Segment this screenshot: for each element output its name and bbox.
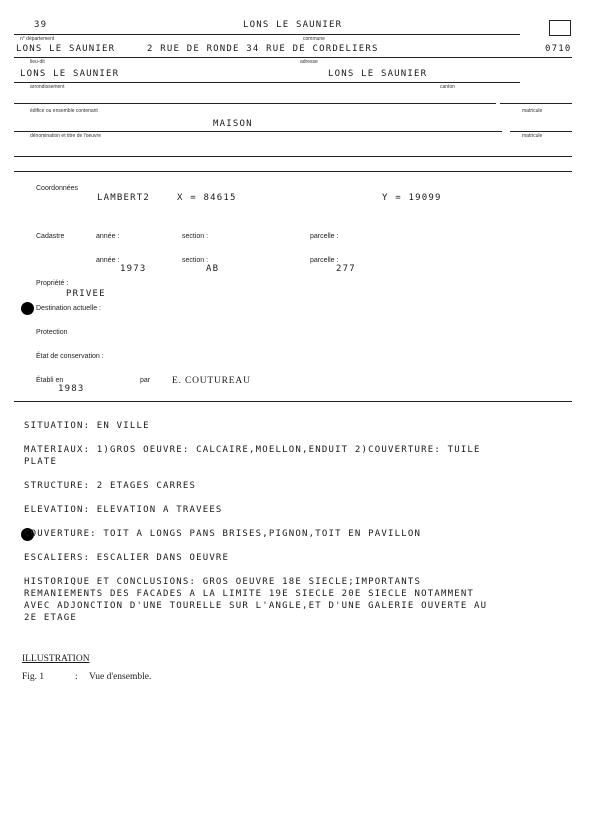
parcelle-label-2: parcelle : — [310, 257, 339, 264]
structure-line: STRUCTURE: 2 ETAGES CARRES — [24, 481, 197, 491]
arrondissement-value: LONS LE SAUNIER — [20, 69, 120, 79]
canton-label: canton — [440, 84, 456, 90]
destination-label: Destination actuelle : — [36, 305, 101, 312]
code-value: 0710 — [545, 44, 572, 54]
arrondissement-label: arrondissement — [30, 84, 65, 90]
annee-label-1: année : — [96, 233, 120, 240]
commune-label: commune — [303, 36, 325, 42]
fig-separator: : — [75, 672, 78, 682]
edifice-label: édifice ou ensemble contenant — [30, 108, 98, 114]
etabli-year: 1983 — [58, 384, 85, 394]
propriete-value: PRIVEE — [66, 289, 106, 299]
matricule-label-1: matricule — [522, 108, 543, 114]
punch-hole-1 — [21, 302, 34, 315]
rule-2 — [14, 57, 572, 58]
rule-3 — [14, 82, 520, 83]
rule-5 — [14, 131, 502, 132]
cadastre-label: Cadastre — [36, 233, 65, 240]
propriete-label: Propriété : — [36, 280, 69, 287]
adresse-value: 2 RUE DE RONDE 34 RUE DE CORDELIERS — [147, 44, 379, 54]
author-value: E. COUTUREAU — [172, 376, 251, 386]
lieu-dit-value: LONS LE SAUNIER — [16, 44, 116, 54]
historique-line-3: AVEC ADJONCTION D'UNE TOURELLE SUR L'ANGLE,ET D'UNE GALERIE OUVERTE AU — [24, 601, 488, 611]
departement-number: 39 — [34, 20, 48, 30]
rule-4 — [14, 103, 496, 104]
parcelle-label-1: parcelle : — [310, 233, 339, 240]
rule-1 — [14, 34, 520, 35]
coord-label: Coordonnées — [36, 185, 79, 192]
historique-line-1: HISTORIQUE ET CONCLUSIONS: GROS OEUVRE 18E SIECLE;IMPORTANTS — [24, 577, 422, 587]
lieu-dit-label: lieu-dit — [30, 59, 45, 65]
etabli-label: Établi en — [36, 377, 64, 384]
x-value: X = 84615 — [177, 193, 237, 203]
elevation-line: ELEVATION: ELEVATION A TRAVEES — [24, 505, 223, 515]
materiaux-line-2: PLATE — [24, 457, 58, 467]
historique-line-4: 2E ETAGE — [24, 613, 77, 623]
fig-label: Fig. 1 — [22, 672, 45, 682]
rule-4b — [500, 103, 572, 104]
parcelle-value: 277 — [336, 264, 356, 274]
lambert-value: LAMBERT2 — [97, 193, 150, 203]
commune-value: LONS LE SAUNIER — [243, 20, 343, 30]
historique-line-2: REMANIEMENTS DES FACADES A LA LIMITE 19E SIECLE 20E SIECLE NOTAMMENT — [24, 589, 475, 599]
situation-line: SITUATION: EN VILLE — [24, 421, 150, 431]
annee-label-2: année : — [96, 257, 120, 264]
illustration-heading: ILLUSTRATION — [22, 654, 90, 664]
rule-8 — [14, 401, 572, 402]
etat-label: État de conservation : — [36, 353, 104, 360]
escaliers-line: ESCALIERS: ESCALIER DANS OEUVRE — [24, 553, 230, 563]
par-label: par — [140, 377, 151, 384]
rule-6 — [14, 156, 572, 157]
annee-value: 1973 — [120, 264, 147, 274]
rule-5b — [510, 131, 572, 132]
rule-7 — [14, 171, 572, 172]
materiaux-line-1: MATERIAUX: 1)GROS OEUVRE: CALCAIRE,MOELLON,ENDUIT 2)COUVERTURE: TUILE — [24, 445, 481, 455]
corner-box — [549, 20, 571, 36]
departement-label: n° département — [20, 36, 55, 42]
canton-value: LONS LE SAUNIER — [328, 69, 428, 79]
protection-label: Protection — [36, 329, 68, 336]
section-value: AB — [206, 264, 220, 274]
adresse-label: adresse — [300, 59, 318, 65]
y-value: Y = 19099 — [382, 193, 442, 203]
matricule-label-2: matricule — [522, 133, 543, 139]
fig-caption: Vue d'ensemble. — [89, 672, 152, 682]
denomination-value: MAISON — [213, 119, 253, 129]
denomination-label: dénomination et titre de l'oeuvre — [30, 133, 101, 139]
couverture-line: COUVERTURE: TOIT A LONGS PANS BRISES,PIGNON,TOIT EN PAVILLON — [24, 529, 422, 539]
section-label-1: section : — [182, 233, 209, 240]
section-label-2: section : — [182, 257, 209, 264]
